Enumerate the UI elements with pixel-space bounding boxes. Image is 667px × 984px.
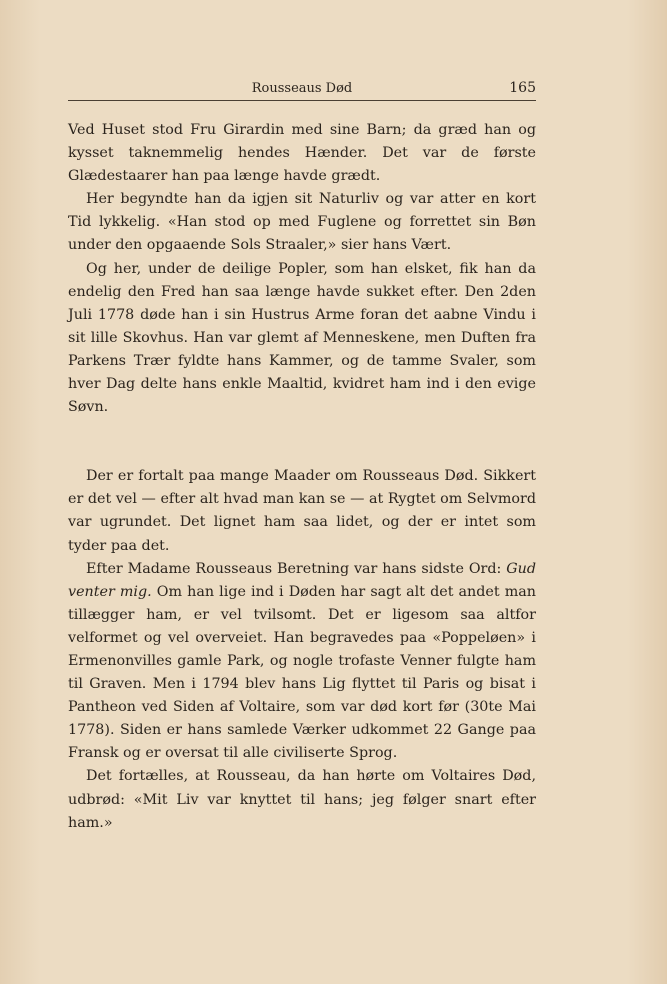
running-title: Rousseaus Død bbox=[251, 81, 353, 96]
paragraph: Og her, under de deilige Popler, som han elsket, fik han da endelig den Fred han saa længe havde sukket efter. Den 2den Juli 1778 døde han i sin Hustrus Arme foran det aabne Vindu i sit lille Skovhus. Han var glemt af Menneskene, men Duften fra Parkens Trær fyldte hans Kammer, og de tamme Svaler, som hver Dag delte hans enkle Maaltid, kvidret ham ind i den evige Søvn. bbox=[68, 260, 536, 416]
paragraph: Her begyndte han da igjen sit Naturliv og var atter en kort Tid lykkelig. «Han stod op med Fuglene og forrettet sin Bøn under den opgaaende Sols Straaler,» sier hans Vært. bbox=[68, 191, 536, 254]
paragraph: Ved Huset stod Fru Girardin med sine Barn; da græd han og kysset taknemmelig hendes Hænder. Det var de første Glædestaarer han paa længe havde grædt. bbox=[68, 122, 536, 185]
paragraph: Der er fortalt paa mange Maader om Rousseaus Død. Sikkert er det vel — efter alt hvad man kan se — at Rygtet om Selvmord var ugrundet. Det lignet ham saa lidet, og der er intet som tyder paa det. bbox=[68, 468, 536, 554]
paragraph-rest: Om han lige ind i Døden har sagt alt det andet man tillægger ham, er vel tvilsomt. Det er ligesom saa altfor velformet og vel overveiet. Han begravedes paa «Poppeløen» i Ermenonvilles gamle Park, og nogle trofaste Venner fulgte ham til Graven. Men i 1794 blev hans Lig flyttet til Paris og bisat i Pantheon ved Siden af Voltaire, som var død kort før (30te Mai 1778). Siden er hans samlede Værker udkommet 22 Gange paa Fransk og er oversat til alle civiliserte Sprog. bbox=[68, 583, 536, 762]
body-text bbox=[68, 119, 536, 835]
paragraph bbox=[68, 558, 536, 766]
paragraph-lead: Efter Madame Rousseaus Beretning var hans sidste Ord: bbox=[86, 560, 507, 577]
paragraph: Det fortælles, at Rousseau, da han hørte om Voltaires Død, udbrød: «Mit Liv var knyttet til hans; jeg følger snart efter ham.» bbox=[68, 768, 536, 831]
section-break bbox=[68, 419, 536, 465]
page-number: 165 bbox=[509, 80, 536, 96]
last-words-quote: Gud venter mig. bbox=[68, 560, 536, 600]
page-header bbox=[68, 80, 536, 101]
